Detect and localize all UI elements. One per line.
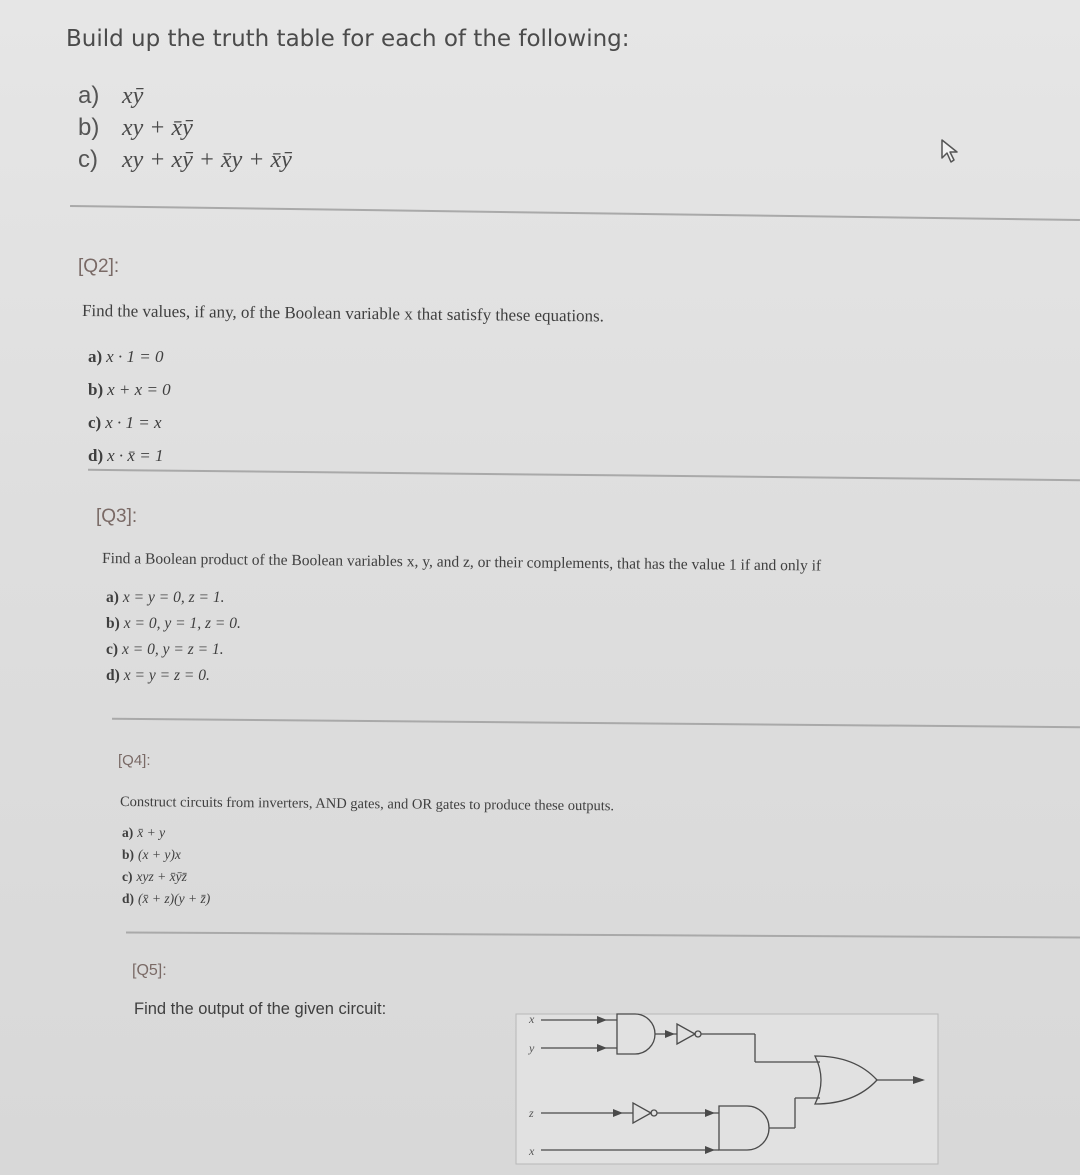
q1-item-a: a) xȳ bbox=[78, 82, 144, 109]
input-label-x1: x bbox=[529, 1012, 535, 1026]
q2-item-b: b) x + x = 0 bbox=[88, 380, 171, 399]
input-label-z: z bbox=[529, 1106, 534, 1120]
q1-expr-b: xy + x̄ȳ bbox=[122, 115, 193, 141]
q4-item-d: d) (x̄ + z)(y + z̄) bbox=[122, 891, 211, 906]
circuit-frame bbox=[516, 1014, 938, 1164]
q2-item-d: d) x · x̄ = 1 bbox=[88, 446, 164, 465]
input-label-y: y bbox=[529, 1041, 535, 1055]
q1-expr-c: xy + xȳ + x̄y + x̄ȳ bbox=[122, 147, 292, 173]
q1-item-c: c) xy + xȳ + x̄y + x̄ȳ bbox=[78, 146, 292, 173]
q1-title: Build up the truth table for each of the following: bbox=[66, 26, 630, 52]
divider-q1 bbox=[70, 205, 1080, 221]
q1-expr-a: xȳ bbox=[122, 83, 144, 109]
input-label-x2: x bbox=[529, 1144, 535, 1158]
q3-item-b: b) x = 0, y = 1, z = 0. bbox=[106, 615, 241, 632]
q5-prompt: Find the output of the given circuit: bbox=[134, 1000, 387, 1018]
mouse-cursor-icon bbox=[940, 138, 962, 164]
q2-prompt: Find the values, if any, of the Boolean variable x that satisfy these equations. bbox=[81, 301, 605, 326]
q3-item-a: a) x = y = 0, z = 1. bbox=[106, 589, 225, 606]
logic-circuit-diagram bbox=[515, 1010, 940, 1165]
divider-q3 bbox=[112, 718, 1080, 728]
q1-list bbox=[78, 80, 292, 176]
q4-item-c: c) xyz + x̄ȳz̄ bbox=[122, 869, 187, 884]
q3-list bbox=[106, 585, 241, 689]
q4-item-a: a) x̄ + y bbox=[122, 825, 166, 840]
q3-label: [Q3]: bbox=[96, 506, 138, 527]
q3-item-c: c) x = 0, y = z = 1. bbox=[106, 641, 224, 658]
q4-label: [Q4]: bbox=[118, 752, 151, 769]
divider-q4 bbox=[126, 932, 1080, 939]
q4-list bbox=[122, 822, 210, 910]
q2-item-a: a) x · 1 = 0 bbox=[88, 347, 164, 366]
divider-q2 bbox=[88, 469, 1080, 481]
q3-item-d: d) x = y = z = 0. bbox=[106, 667, 210, 684]
q2-list bbox=[88, 340, 171, 472]
q1-item-b: b) xy + x̄ȳ bbox=[78, 114, 193, 141]
q2-item-c: c) x · 1 = x bbox=[88, 413, 162, 432]
q4-prompt: Construct circuits from inverters, AND gates, and OR gates to produce these outputs. bbox=[119, 794, 615, 815]
q2-label: [Q2]: bbox=[78, 256, 120, 277]
q5-label: [Q5]: bbox=[132, 962, 167, 979]
q3-prompt: Find a Boolean product of the Boolean variables x, y, and z, or their complements, that has the value 1 if and only if bbox=[101, 550, 822, 575]
q4-item-b: b) (x + y)x bbox=[122, 847, 181, 862]
